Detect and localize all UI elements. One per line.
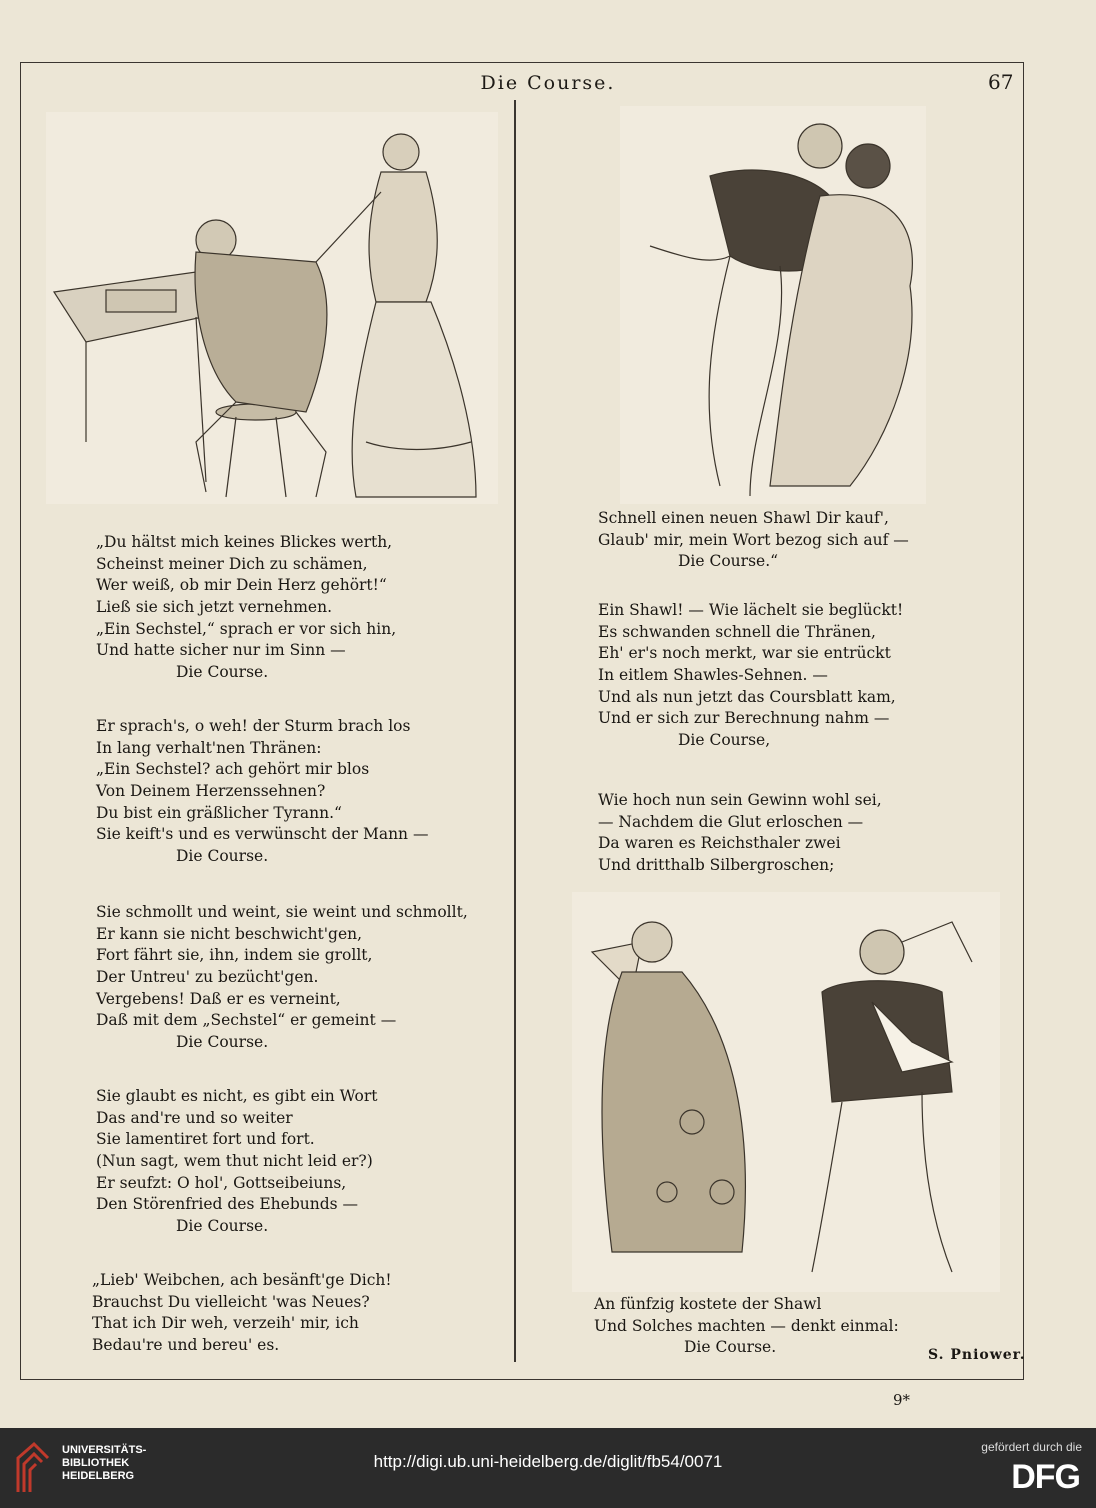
- library-name-line: BIBLIOTHEK: [62, 1457, 130, 1469]
- illustration-desk-scene: [46, 112, 498, 504]
- permalink-url[interactable]: http://digi.ub.uni-heidelberg.de/diglit/fb54/0071: [373, 1452, 723, 1471]
- verse-line: Und dritthalb Silbergroschen;: [598, 856, 835, 875]
- verse-line: Ließ sie sich jetzt vernehmen.: [96, 598, 333, 617]
- verse-line: „Ein Sechstel? ach gehört mir blos: [96, 760, 370, 779]
- left-stanza-3: [96, 902, 468, 1054]
- right-stanza-2: [598, 600, 903, 752]
- verse-line: (Nun sagt, wem thut nicht leid er?): [96, 1152, 373, 1171]
- right-stanza-3: [598, 790, 882, 877]
- verse-line: In lang verhalt'nen Thränen:: [96, 738, 322, 757]
- verse-line: Sie lamentiret fort und fort.: [96, 1130, 315, 1149]
- verse-line: Fort fährt sie, ihn, indem sie grollt,: [96, 946, 373, 965]
- verse-line: Das and're und so weiter: [96, 1108, 293, 1127]
- verse-line: Sie glaubt es nicht, es gibt ein Wort: [96, 1087, 378, 1105]
- column-divider: [514, 100, 516, 1362]
- printer-signature-mark: 9*: [893, 1391, 911, 1409]
- verse-line: Von Deinem Herzenssehnen?: [96, 782, 326, 801]
- verse-line: Er seufzt: O hol', Gottseibeiuns,: [96, 1173, 347, 1192]
- verse-line: „Lieb' Weibchen, ach besänft'ge Dich!: [92, 1271, 392, 1289]
- verse-line: Sie keift's und es verwünscht der Mann —: [96, 825, 429, 844]
- refrain: Die Course.: [176, 1033, 269, 1052]
- illustration-embrace-scene: [620, 106, 926, 504]
- refrain: Die Course,: [678, 731, 771, 750]
- desk-scene-drawing: [46, 112, 498, 504]
- verse-line: An fünfzig kostete der Shawl: [594, 1295, 822, 1313]
- verse-line: Ein Shawl! — Wie lächelt sie beglückt!: [598, 601, 904, 619]
- verse-line: Er sprach's, o weh! der Sturm brach los: [96, 717, 411, 735]
- left-stanza-5: [92, 1270, 392, 1357]
- verse-line: Bedau're und bereu' es.: [92, 1336, 280, 1355]
- verse-line: — Nachdem die Glut erloschen —: [598, 812, 864, 831]
- verse-line: Scheinst meiner Dich zu schämen,: [96, 554, 368, 573]
- refrain: Die Course.: [176, 847, 269, 866]
- funder-logo: DFG: [1011, 1458, 1080, 1496]
- verse-line: Er kann sie nicht beschwicht'gen,: [96, 924, 363, 943]
- verse-line: Vergebens! Daß er es verneint,: [96, 989, 341, 1008]
- verse-line: Glaub' mir, mein Wort bezog sich auf —: [598, 530, 909, 549]
- left-stanza-4: [96, 1086, 378, 1238]
- left-stanza-1: [96, 532, 396, 684]
- verse-line: Brauchst Du vielleicht 'was Neues?: [92, 1292, 370, 1311]
- verse-line: Der Untreu' zu bezücht'gen.: [96, 968, 319, 987]
- page-title: Die Course.: [480, 72, 616, 94]
- refrain: Die Course.“: [678, 552, 779, 571]
- page-number: 67: [988, 70, 1014, 94]
- verse-line: In eitlem Shawles-Sehnen. —: [598, 666, 828, 685]
- verse-line: Wer weiß, ob mir Dein Herz gehört!“: [96, 576, 387, 595]
- library-name-line: UNIVERSITÄTS-: [62, 1444, 147, 1456]
- verse-line: Schnell einen neuen Shawl Dir kauf',: [598, 509, 889, 527]
- refrain: Die Course.: [176, 663, 269, 682]
- right-stanza-4: [594, 1294, 899, 1359]
- illustration-shawl-scene: [572, 892, 1000, 1292]
- verse-line: „Du hältst mich keines Blickes werth,: [96, 533, 393, 551]
- verse-line: Du bist ein gräßlicher Tyrann.“: [96, 803, 342, 822]
- viewer-footer: [0, 1428, 1096, 1508]
- author-signature: S. Pniower.: [928, 1347, 1026, 1363]
- verse-line: Da waren es Reichsthaler zwei: [598, 834, 841, 853]
- library-name-line: HEIDELBERG: [62, 1470, 135, 1482]
- verse-line: Sie schmollt und weint, sie weint und schmollt,: [96, 903, 468, 921]
- verse-line: Den Störenfried des Ehebunds —: [96, 1195, 359, 1214]
- refrain: Die Course.: [684, 1338, 777, 1357]
- funding-note: gefördert durch die: [981, 1440, 1082, 1454]
- left-stanza-2: [96, 716, 428, 868]
- shawl-scene-drawing: [572, 892, 1000, 1292]
- verse-line: Und hatte sicher nur im Sinn —: [96, 641, 346, 660]
- verse-line: Es schwanden schnell die Thränen,: [598, 622, 876, 641]
- verse-line: Und er sich zur Berechnung nahm —: [598, 709, 890, 728]
- embrace-scene-drawing: [620, 106, 926, 504]
- verse-line: Und Solches machten — denkt einmal:: [594, 1316, 899, 1335]
- refrain: Die Course.: [176, 1217, 269, 1236]
- right-stanza-1: [598, 508, 909, 573]
- verse-line: Und als nun jetzt das Coursblatt kam,: [598, 687, 896, 706]
- verse-line: „Ein Sechstel,“ sprach er vor sich hin,: [96, 619, 397, 638]
- verse-line: That ich Dir weh, verzeih' mir, ich: [92, 1314, 359, 1333]
- verse-line: Wie hoch nun sein Gewinn wohl sei,: [598, 791, 882, 809]
- verse-line: Eh' er's noch merkt, war sie entrückt: [598, 644, 891, 663]
- verse-line: Daß mit dem „Sechstel“ er gemeint —: [96, 1011, 397, 1030]
